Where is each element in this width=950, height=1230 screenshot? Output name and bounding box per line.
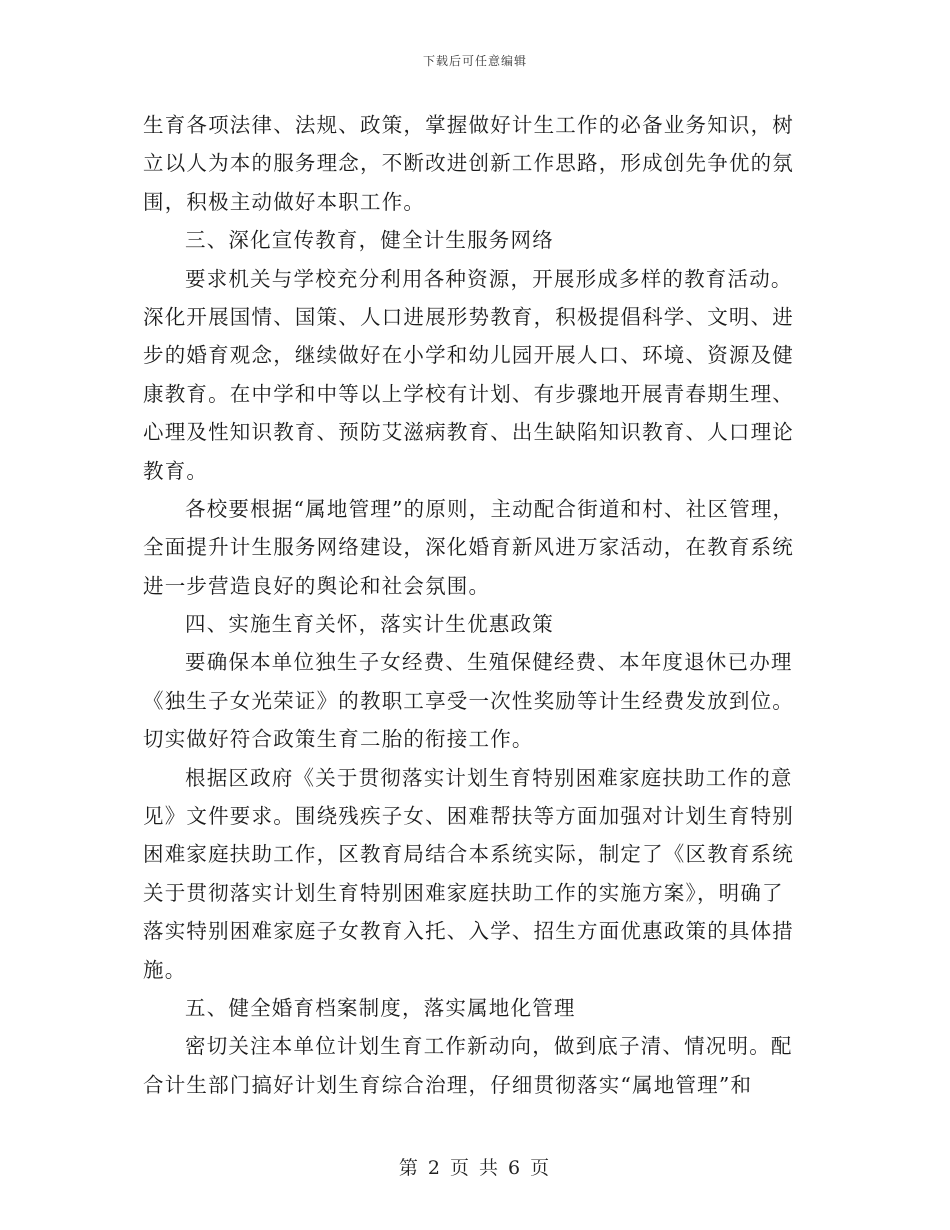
- text-line: 要求机关与学校充分利用各种资源，开展形成多样的教育活动。: [185, 266, 793, 291]
- text-line: 落实特别困难家庭子女教育入托、入学、招生方面优惠政策的具体措: [143, 919, 794, 944]
- header-note: 下载后可任意编辑: [422, 54, 527, 68]
- text-line: 全面提升计生服务网络建设，深化婚育新风进万家活动，在教育系统: [143, 535, 794, 560]
- text-line: 教育。: [143, 458, 209, 483]
- text-line: 合计生部门搞好计划生育综合治理，仔细贯彻落实“属地管理”和: [143, 1072, 753, 1097]
- text-line: 围，积极主动做好本职工作。: [143, 189, 426, 214]
- text-line: 关于贯彻落实计划生育特别困难家庭扶助工作的实施方案》，明确了: [143, 880, 784, 905]
- text-line: 要确保本单位独生子女经费、生殖保健经费、本年度退休已办理: [185, 650, 793, 675]
- text-line: 见》文件要求。围绕残疾子女、困难帮扶等方面加强对计划生育特别: [143, 804, 794, 829]
- text-line: 各校要根据“属地管理”的原则，主动配合街道和村、社区管理，: [185, 496, 795, 521]
- text-line: 切实做好符合政策生育二胎的衔接工作。: [143, 727, 534, 752]
- text-line: 密切关注本单位计划生育工作新动向，做到底子清、情况明。配: [185, 1034, 793, 1059]
- text-line: 步的婚育观念，继续做好在小学和幼儿园开展人口、环境、资源及健: [143, 343, 794, 368]
- text-line: 根据区政府《关于贯彻落实计划生育特别困难家庭扶助工作的意: [185, 765, 793, 790]
- text-line: 康教育。在中学和中等以上学校有计划、有步骤地开展青春期生理、: [143, 381, 794, 406]
- text-line: 施。: [143, 957, 187, 982]
- text-line: 三、深化宣传教育，健全计生服务网络: [185, 228, 554, 253]
- text-line: 《独生子女光荣证》的教职工享受一次性奖励等计生经费发放到位。: [143, 688, 794, 713]
- text-line: 四、实施生育关怀，落实计生优惠政策: [185, 612, 554, 637]
- text-line: 立以人为本的服务理念，不断改进创新工作思路，形成创先争优的氛: [143, 151, 794, 176]
- text-line: 困难家庭扶助工作，区教育局结合本系统实际，制定了《区教育系统: [143, 842, 794, 867]
- text-line: 心理及性知识教育、预防艾滋病教育、出生缺陷知识教育、人口理论: [143, 420, 794, 445]
- document-body: [143, 106, 808, 1104]
- text-line: 进一步营造良好的舆论和社会氛围。: [143, 573, 491, 598]
- text-line: 生育各项法律、法规、政策，掌握做好计生工作的必备业务知识，树: [143, 113, 794, 137]
- page-footer: 第 2 页 共 6 页: [398, 1157, 552, 1179]
- text-line: 五、健全婚育档案制度，落实属地化管理: [185, 995, 576, 1020]
- text-line: 深化开展国情、国策、人口进展形势教育，积极提倡科学、文明、进: [143, 304, 794, 329]
